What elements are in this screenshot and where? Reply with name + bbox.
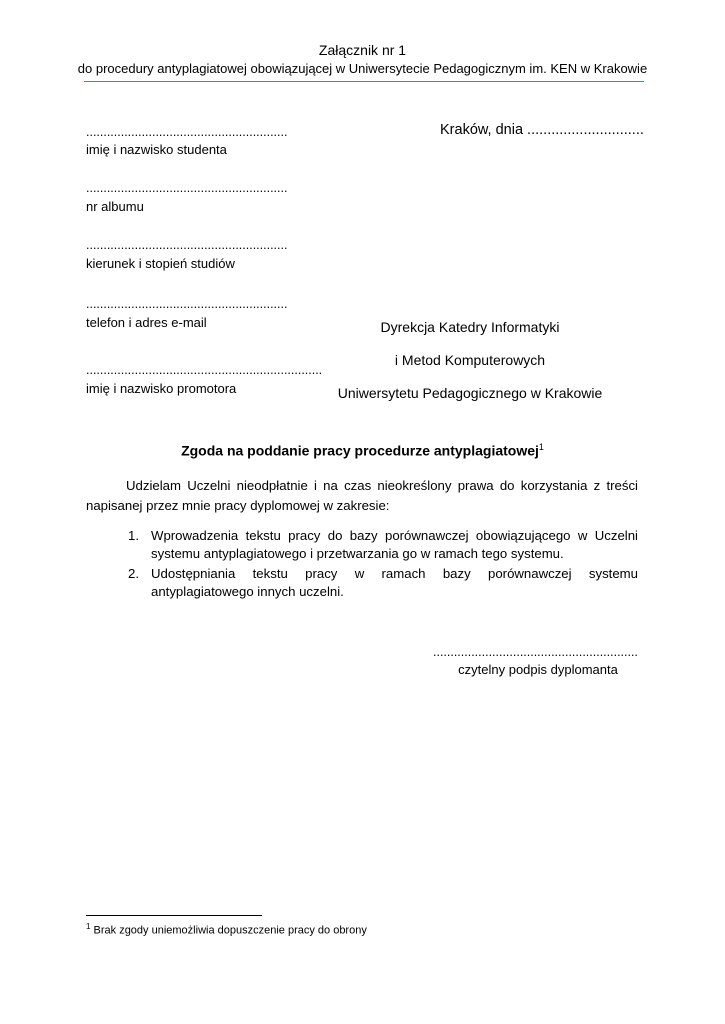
- footnote-marker: 1: [86, 922, 91, 931]
- footnote-divider: [86, 915, 262, 916]
- consent-paragraph: Udzielam Uczelni nieodpłatnie i na czas nieokreślony prawa do korzystania z treści napisanej przez mnie pracy dyplomowej w zakresie:: [86, 478, 638, 513]
- list-item: [86, 565, 638, 601]
- album-number-line: ..........................................................: [86, 181, 288, 195]
- list-item-number: 1.: [128, 528, 139, 543]
- student-name-label: imię i nazwisko studenta: [86, 142, 227, 157]
- signature-label: czytelny podpis dyplomanta: [458, 662, 618, 677]
- footnote-reference: 1: [538, 442, 544, 452]
- list-item-text: Wprowadzenia tekstu pracy do bazy porównawczej obowiązującego w Uczelni systemu antyplagiatowego i przetwarzania go w ramach tego systemu.: [151, 528, 638, 561]
- list-item: [86, 527, 638, 563]
- recipient-line-3: Uniwersytetu Pedagogicznego w Krakowie: [337, 385, 603, 401]
- footnote-text: Brak zgody uniemożliwia dopuszczenie pracy do obrony: [93, 924, 367, 937]
- consent-scope-list: [86, 527, 638, 603]
- header-title: Załącznik nr 1: [318, 42, 407, 58]
- student-name-line: ..........................................................: [86, 125, 288, 139]
- list-item-number: 2.: [128, 566, 139, 581]
- header-divider: [84, 81, 644, 82]
- document-title: [0, 442, 725, 459]
- study-field-line: ..........................................................: [86, 238, 288, 252]
- recipient-line-1: Dyrekcja Katedry Informatyki: [380, 319, 560, 335]
- supervisor-label: imię i nazwisko promotora: [86, 381, 237, 396]
- supervisor-line: ....................................................................: [86, 363, 323, 377]
- recipient-line-2: i Metod Komputerowych: [394, 352, 546, 368]
- study-field-label: kierunek i stopień studiów: [86, 256, 235, 271]
- contact-label: telefon i adres e-mail: [86, 315, 207, 330]
- footnote: [86, 922, 367, 937]
- document-title-text: Zgoda na poddanie pracy procedurze antyplagiatowej: [181, 442, 539, 459]
- contact-line: ..........................................................: [86, 297, 288, 311]
- list-item-text: Udostępniania tekstu pracy w ramach bazy porównawczej systemu antyplagiatowego innych uczelni.: [151, 566, 638, 599]
- album-number-label: nr albumu: [86, 199, 144, 214]
- signature-line: ...........................................................: [433, 645, 638, 659]
- header-subtitle: do procedury antyplagiatowej obowiązującej w Uniwersytecie Pedagogicznym im. KEN w Krakowie: [77, 61, 648, 76]
- place-date: Kraków, dnia .............................: [440, 122, 644, 138]
